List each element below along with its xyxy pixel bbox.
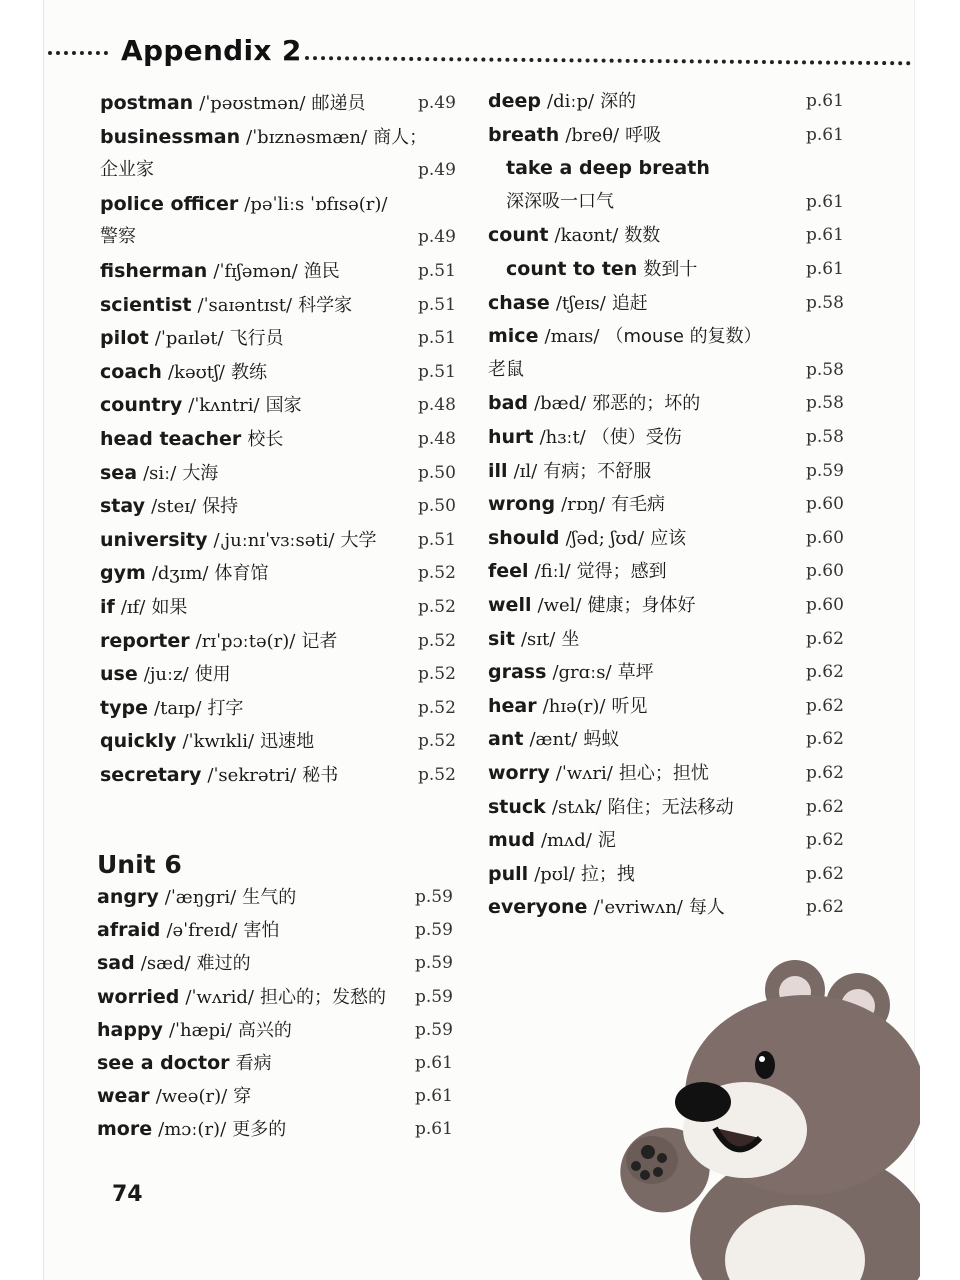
vocab-meaning: 邮递员 bbox=[311, 93, 366, 114]
vocab-phonetic: /ˈfɪʃəmən/ bbox=[213, 261, 298, 282]
vocab-entry bbox=[488, 88, 636, 115]
vocab-word: ant bbox=[488, 728, 524, 751]
vocab-entry bbox=[488, 794, 734, 821]
page-reference: p.51 bbox=[418, 261, 456, 281]
vocab-phonetic: /weə(r)/ bbox=[155, 1086, 228, 1108]
vocab-word: bad bbox=[488, 392, 529, 415]
page-reference: p.62 bbox=[806, 796, 844, 817]
vocab-word: should bbox=[488, 526, 560, 549]
vocab-phonetic: /dʒɪm/ bbox=[151, 563, 209, 585]
page-reference: p.62 bbox=[806, 897, 844, 918]
page-reference: p.52 bbox=[418, 664, 456, 685]
vocab-meaning: 生气的 bbox=[242, 887, 297, 908]
vocab-meaning: 坐 bbox=[561, 628, 580, 650]
vocab-meaning: 害怕 bbox=[243, 920, 280, 942]
vocab-meaning: 每人 bbox=[688, 897, 725, 919]
page-reference: p.61 bbox=[415, 1119, 453, 1140]
vocab-word: chase bbox=[488, 291, 550, 314]
vocab-entry bbox=[97, 984, 386, 1011]
vocab-meaning: 追赶 bbox=[611, 292, 648, 314]
vocab-word: university bbox=[100, 528, 208, 551]
page-reference: p.58 bbox=[806, 292, 844, 313]
vocab-word: count bbox=[488, 224, 549, 247]
vocab-word: sit bbox=[488, 627, 515, 650]
vocab-word: country bbox=[100, 394, 183, 417]
vocab-phonetic: /hɜːt/ bbox=[539, 427, 586, 448]
vocab-meaning: 担心的；发愁的 bbox=[260, 986, 386, 1008]
vocab-meaning: 听见 bbox=[611, 695, 648, 717]
vocab-phonetic: /əˈfreɪd/ bbox=[166, 920, 238, 942]
vocab-word: fisherman bbox=[100, 260, 208, 282]
vocab-entry bbox=[100, 191, 387, 218]
vocab-phonetic: /maɪs/ bbox=[544, 326, 600, 348]
page-reference: p.60 bbox=[806, 494, 844, 515]
vocab-meaning: 如果 bbox=[151, 597, 188, 618]
vocab-entry bbox=[100, 695, 243, 722]
vocab-meaning: 数到十 bbox=[643, 259, 698, 280]
vocab-entry bbox=[488, 861, 635, 888]
vocab-word: quickly bbox=[100, 730, 177, 753]
vocab-entry bbox=[100, 258, 340, 285]
page-reference: p.52 bbox=[418, 597, 456, 617]
vocab-word: coach bbox=[100, 360, 162, 383]
vocab-word: count to ten bbox=[506, 258, 638, 280]
vocab-meaning: 大学 bbox=[340, 529, 377, 551]
appendix-title: Appendix 2 bbox=[121, 34, 302, 67]
vocab-entry bbox=[100, 728, 314, 755]
vocab-word: ill bbox=[488, 459, 508, 482]
vocab-entry bbox=[488, 458, 651, 485]
page-reference: p.59 bbox=[415, 920, 453, 941]
page-reference: p.62 bbox=[806, 863, 844, 884]
vocab-meaning: 深的 bbox=[600, 91, 637, 112]
vocab-word: gym bbox=[100, 562, 146, 585]
vocab-entry bbox=[97, 884, 296, 911]
page-reference: p.60 bbox=[806, 527, 844, 548]
page-reference: p.61 bbox=[806, 124, 844, 145]
vocab-word: worried bbox=[97, 985, 180, 1008]
vocab-word: well bbox=[488, 594, 532, 616]
vocab-entry bbox=[100, 460, 218, 487]
vocab-phonetic: /ɪf/ bbox=[120, 597, 146, 618]
vocab-entry bbox=[97, 1017, 292, 1044]
vocab-word: reporter bbox=[100, 629, 190, 652]
vocab-phonetic: /mɔː(r)/ bbox=[158, 1119, 227, 1141]
vocab-word: hurt bbox=[488, 426, 534, 448]
vocab-entry bbox=[100, 392, 302, 419]
page-reference: p.61 bbox=[806, 91, 844, 111]
page-reference: p.52 bbox=[418, 731, 456, 752]
vocab-phonetic: /tʃeɪs/ bbox=[555, 292, 606, 314]
header-dots-left bbox=[48, 51, 108, 55]
vocab-meaning: 国家 bbox=[265, 395, 302, 417]
page-reference: p.51 bbox=[418, 294, 456, 315]
page-reference: p.51 bbox=[418, 529, 456, 550]
page-reference: p.62 bbox=[806, 763, 844, 783]
vocab-phonetic: /ˈwʌrid/ bbox=[185, 986, 254, 1008]
vocab-word: take a deep breath bbox=[506, 157, 710, 180]
vocab-phonetic: /taɪp/ bbox=[154, 697, 202, 719]
vocab-entry bbox=[100, 359, 267, 386]
page-reference: p.59 bbox=[415, 953, 453, 974]
vocab-phonetic: /siː/ bbox=[143, 462, 177, 484]
page-reference: p.48 bbox=[418, 429, 456, 449]
vocab-entry bbox=[488, 827, 616, 854]
vocab-phonetic: /hɪə(r)/ bbox=[542, 695, 606, 717]
vocab-phonetic: /ˈsekrətri/ bbox=[207, 765, 297, 786]
vocab-phonetic: /ˈpəʊstmən/ bbox=[199, 93, 306, 114]
page-reference: p.52 bbox=[418, 563, 456, 584]
vocab-entry bbox=[100, 426, 283, 453]
vocab-meaning: 邪恶的；坏的 bbox=[592, 393, 701, 415]
page-reference: p.52 bbox=[418, 630, 456, 651]
vocab-phonetic: /ˈhæpi/ bbox=[168, 1019, 232, 1041]
vocab-entry bbox=[488, 525, 686, 552]
vocab-entry bbox=[488, 626, 579, 653]
vocab-word: police officer bbox=[100, 192, 239, 215]
vocab-word: worry bbox=[488, 762, 550, 784]
vocab-entry bbox=[100, 594, 187, 621]
page-reference: p.48 bbox=[418, 395, 456, 416]
vocab-entry bbox=[97, 1083, 251, 1110]
vocab-word: secretary bbox=[100, 764, 202, 786]
vocab-phonetic: /ˈsaɪəntɪst/ bbox=[197, 294, 293, 316]
vocab-phonetic: /breθ/ bbox=[565, 124, 620, 146]
vocab-phonetic: /sæd/ bbox=[140, 953, 191, 975]
page-reference: p.59 bbox=[415, 1019, 453, 1040]
vocab-phonetic: /grɑːs/ bbox=[552, 662, 612, 684]
vocab-phonetic: /pəˈliːs ˈɒfɪsə(r)/ bbox=[244, 193, 388, 215]
vocab-word: use bbox=[100, 663, 138, 686]
page-reference: p.62 bbox=[806, 729, 844, 750]
vocab-meaning: 更多的 bbox=[232, 1119, 287, 1141]
vocab-meaning: 担心；担忧 bbox=[618, 763, 709, 784]
vocab-phonetic: /rɒŋ/ bbox=[561, 494, 606, 516]
page-number: 74 bbox=[112, 1182, 143, 1207]
vocab-entry bbox=[488, 122, 661, 149]
vocab-meaning: 有病；不舒服 bbox=[543, 460, 652, 482]
vocab-meaning: 陷住；无法移动 bbox=[607, 796, 734, 818]
vocab-word: grass bbox=[488, 661, 547, 684]
vocab-phonetic: /kəʊtʃ/ bbox=[167, 361, 225, 383]
page-reference: p.61 bbox=[806, 225, 844, 246]
vocab-word: wrong bbox=[488, 493, 556, 516]
vocab-phonetic: /ˈevriwʌn/ bbox=[593, 897, 683, 919]
vocab-entry bbox=[100, 527, 376, 554]
vocab-meaning: 保持 bbox=[202, 496, 239, 518]
vocab-meaning-continued: 企业家 bbox=[100, 159, 154, 181]
vocab-entry bbox=[488, 894, 725, 921]
vocab-entry bbox=[506, 256, 697, 283]
page-reference: p.52 bbox=[418, 697, 456, 718]
page-reference: p.61 bbox=[415, 1053, 453, 1073]
page-reference: p.49 bbox=[418, 93, 456, 113]
vocab-entry bbox=[100, 762, 338, 789]
vocab-meaning: 使用 bbox=[194, 664, 231, 686]
vocab-phonetic: /ˈkwɪkli/ bbox=[182, 731, 255, 753]
page-reference: p.62 bbox=[806, 695, 844, 716]
vocab-entry bbox=[488, 659, 654, 686]
vocab-meaning: （使）受伤 bbox=[591, 427, 682, 448]
page-reference: p.49 bbox=[418, 227, 456, 248]
vocab-entry bbox=[100, 661, 231, 688]
vocab-word: see a doctor bbox=[97, 1052, 230, 1074]
vocab-word: type bbox=[100, 696, 148, 719]
vocab-meaning: 觉得；感到 bbox=[576, 561, 667, 583]
vocab-meaning: 数数 bbox=[624, 225, 661, 247]
vocab-phonetic: /ˈpaɪlət/ bbox=[154, 328, 224, 350]
page-reference: p.62 bbox=[806, 628, 844, 649]
page-reference: p.60 bbox=[806, 561, 844, 582]
vocab-meaning: 记者 bbox=[301, 630, 338, 652]
vocab-word: feel bbox=[488, 560, 529, 583]
vocab-entry bbox=[488, 424, 682, 451]
vocab-phonetic: /stʌk/ bbox=[551, 796, 602, 818]
vocab-word: angry bbox=[97, 886, 159, 908]
vocab-phonetic: /ˈæŋgri/ bbox=[164, 887, 237, 908]
page-reference: p.51 bbox=[418, 361, 456, 382]
vocab-word: everyone bbox=[488, 896, 588, 919]
page-reference: p.61 bbox=[806, 191, 844, 212]
page-reference: p.51 bbox=[418, 328, 456, 349]
vocab-phonetic: /fiːl/ bbox=[534, 561, 571, 583]
vocab-word: scientist bbox=[100, 293, 192, 316]
vocab-phonetic: /ˌjuːnɪˈvɜːsəti/ bbox=[213, 529, 335, 551]
vocab-meaning: 草坪 bbox=[617, 662, 654, 684]
bear-cartoon-icon bbox=[600, 960, 920, 1280]
vocab-meaning: 渔民 bbox=[303, 261, 340, 282]
vocab-word: sea bbox=[100, 461, 138, 484]
vocab-phonetic: /rɪˈpɔːtə(r)/ bbox=[195, 630, 296, 652]
vocab-entry bbox=[488, 323, 762, 350]
page-reference: p.58 bbox=[806, 359, 844, 380]
vocab-entry bbox=[488, 491, 665, 518]
vocab-phonetic: /mʌd/ bbox=[540, 830, 592, 852]
page-reference: p.61 bbox=[415, 1086, 453, 1107]
vocab-word: more bbox=[97, 1118, 153, 1141]
vocab-entry bbox=[100, 124, 427, 151]
vocab-meaning: 飞行员 bbox=[229, 328, 284, 350]
vocab-meaning: （mouse 的复数） bbox=[605, 326, 762, 348]
vocab-meaning: 泥 bbox=[597, 830, 616, 852]
vocab-meaning: 健康；身体好 bbox=[587, 595, 696, 616]
vocab-meaning-continued: 老鼠 bbox=[488, 358, 524, 380]
vocab-meaning: 穿 bbox=[233, 1086, 252, 1108]
vocab-meaning: 商人； bbox=[373, 126, 428, 148]
page-reference: p.59 bbox=[415, 887, 453, 907]
vocab-phonetic: /kaʊnt/ bbox=[554, 225, 619, 247]
vocab-entry bbox=[100, 292, 352, 319]
vocab-word: postman bbox=[100, 92, 194, 114]
vocab-word: if bbox=[100, 596, 115, 618]
vocab-entry bbox=[100, 90, 366, 117]
vocab-meaning: 科学家 bbox=[298, 294, 353, 316]
vocab-word: deep bbox=[488, 90, 541, 112]
vocab-word: businessman bbox=[100, 125, 241, 148]
page-reference: p.58 bbox=[806, 427, 844, 447]
vocab-word: mice bbox=[488, 325, 539, 348]
vocab-phonetic: /juːz/ bbox=[143, 664, 189, 686]
vocab-entry bbox=[488, 222, 660, 249]
page-reference: p.49 bbox=[418, 160, 456, 181]
vocab-meaning-continued: 警察 bbox=[100, 226, 136, 248]
vocab-phonetic: /pʊl/ bbox=[534, 863, 575, 885]
vocab-phonetic: /ɪl/ bbox=[513, 460, 538, 482]
vocab-entry bbox=[488, 693, 647, 720]
vocab-word: hear bbox=[488, 694, 537, 717]
vocab-entry bbox=[488, 726, 619, 753]
page-reference: p.50 bbox=[418, 496, 456, 517]
vocab-word: mud bbox=[488, 829, 535, 852]
vocab-phonetic: /ænt/ bbox=[529, 729, 578, 751]
vocab-meaning: 高兴的 bbox=[237, 1019, 292, 1041]
page-reference: p.59 bbox=[415, 986, 453, 1007]
vocab-meaning: 体育馆 bbox=[214, 563, 269, 585]
vocab-word: happy bbox=[97, 1018, 163, 1041]
vocab-word: stuck bbox=[488, 795, 546, 818]
vocab-entry bbox=[100, 628, 337, 655]
vocab-meaning: 校长 bbox=[247, 429, 284, 450]
vocab-entry bbox=[488, 290, 648, 317]
vocab-meaning: 秘书 bbox=[302, 765, 339, 786]
vocab-phonetic: /ʃəd; ʃʊd/ bbox=[565, 527, 645, 549]
vocab-word: head teacher bbox=[100, 428, 242, 450]
vocab-entry bbox=[488, 390, 700, 417]
vocab-phonetic: /sɪt/ bbox=[520, 628, 556, 650]
vocab-phonetic: /ˈbɪznəsmæn/ bbox=[246, 126, 368, 148]
vocab-entry bbox=[97, 950, 251, 977]
page-reference: p.62 bbox=[806, 662, 844, 683]
vocab-entry bbox=[100, 325, 284, 352]
vocab-word: sad bbox=[97, 952, 135, 975]
vocab-meaning: 打字 bbox=[207, 697, 244, 719]
vocab-meaning: 应该 bbox=[650, 527, 687, 549]
page-reference: p.59 bbox=[806, 460, 844, 481]
vocab-meaning: 教练 bbox=[231, 361, 268, 383]
vocab-entry bbox=[488, 760, 709, 787]
vocab-meaning: 呼吸 bbox=[625, 124, 662, 146]
vocab-word: afraid bbox=[97, 919, 161, 942]
vocab-meaning: 难过的 bbox=[196, 953, 251, 975]
vocab-meaning: 蚂蚁 bbox=[583, 729, 620, 751]
vocab-word: breath bbox=[488, 123, 560, 146]
page-reference: p.62 bbox=[806, 830, 844, 851]
vocab-entry bbox=[488, 558, 667, 585]
vocab-meaning: 有毛病 bbox=[611, 494, 666, 516]
vocab-meaning: 迅速地 bbox=[260, 731, 315, 753]
vocab-meaning: 大海 bbox=[182, 462, 219, 484]
vocab-meaning: 拉；拽 bbox=[580, 863, 635, 885]
vocab-phonetic: /diːp/ bbox=[547, 91, 595, 112]
vocab-entry bbox=[100, 560, 269, 587]
vocab-entry bbox=[506, 155, 710, 181]
vocab-phonetic: /wel/ bbox=[537, 595, 582, 616]
vocab-word: stay bbox=[100, 495, 146, 518]
vocab-entry bbox=[97, 1050, 272, 1077]
vocab-word: wear bbox=[97, 1085, 150, 1108]
page-reference: p.58 bbox=[806, 393, 844, 414]
unit-heading: Unit 6 bbox=[97, 850, 182, 879]
page-reference: p.60 bbox=[806, 595, 844, 615]
vocab-word: pilot bbox=[100, 327, 149, 350]
vocab-phonetic: /steɪ/ bbox=[151, 496, 197, 518]
page-reference: p.50 bbox=[418, 462, 456, 483]
vocab-phonetic: /ˈkʌntri/ bbox=[188, 395, 260, 417]
page-reference: p.61 bbox=[806, 259, 844, 279]
vocab-entry bbox=[97, 917, 279, 944]
vocab-entry bbox=[488, 592, 696, 619]
vocab-meaning: 看病 bbox=[235, 1053, 272, 1074]
vocab-entry bbox=[100, 493, 238, 520]
vocab-meaning-continued: 深深吸一口气 bbox=[506, 190, 614, 212]
vocab-word: pull bbox=[488, 862, 529, 885]
page-reference: p.52 bbox=[418, 765, 456, 785]
vocab-phonetic: /ˈwʌri/ bbox=[555, 763, 613, 784]
vocab-phonetic: /bæd/ bbox=[534, 393, 587, 415]
vocab-entry bbox=[97, 1116, 286, 1143]
